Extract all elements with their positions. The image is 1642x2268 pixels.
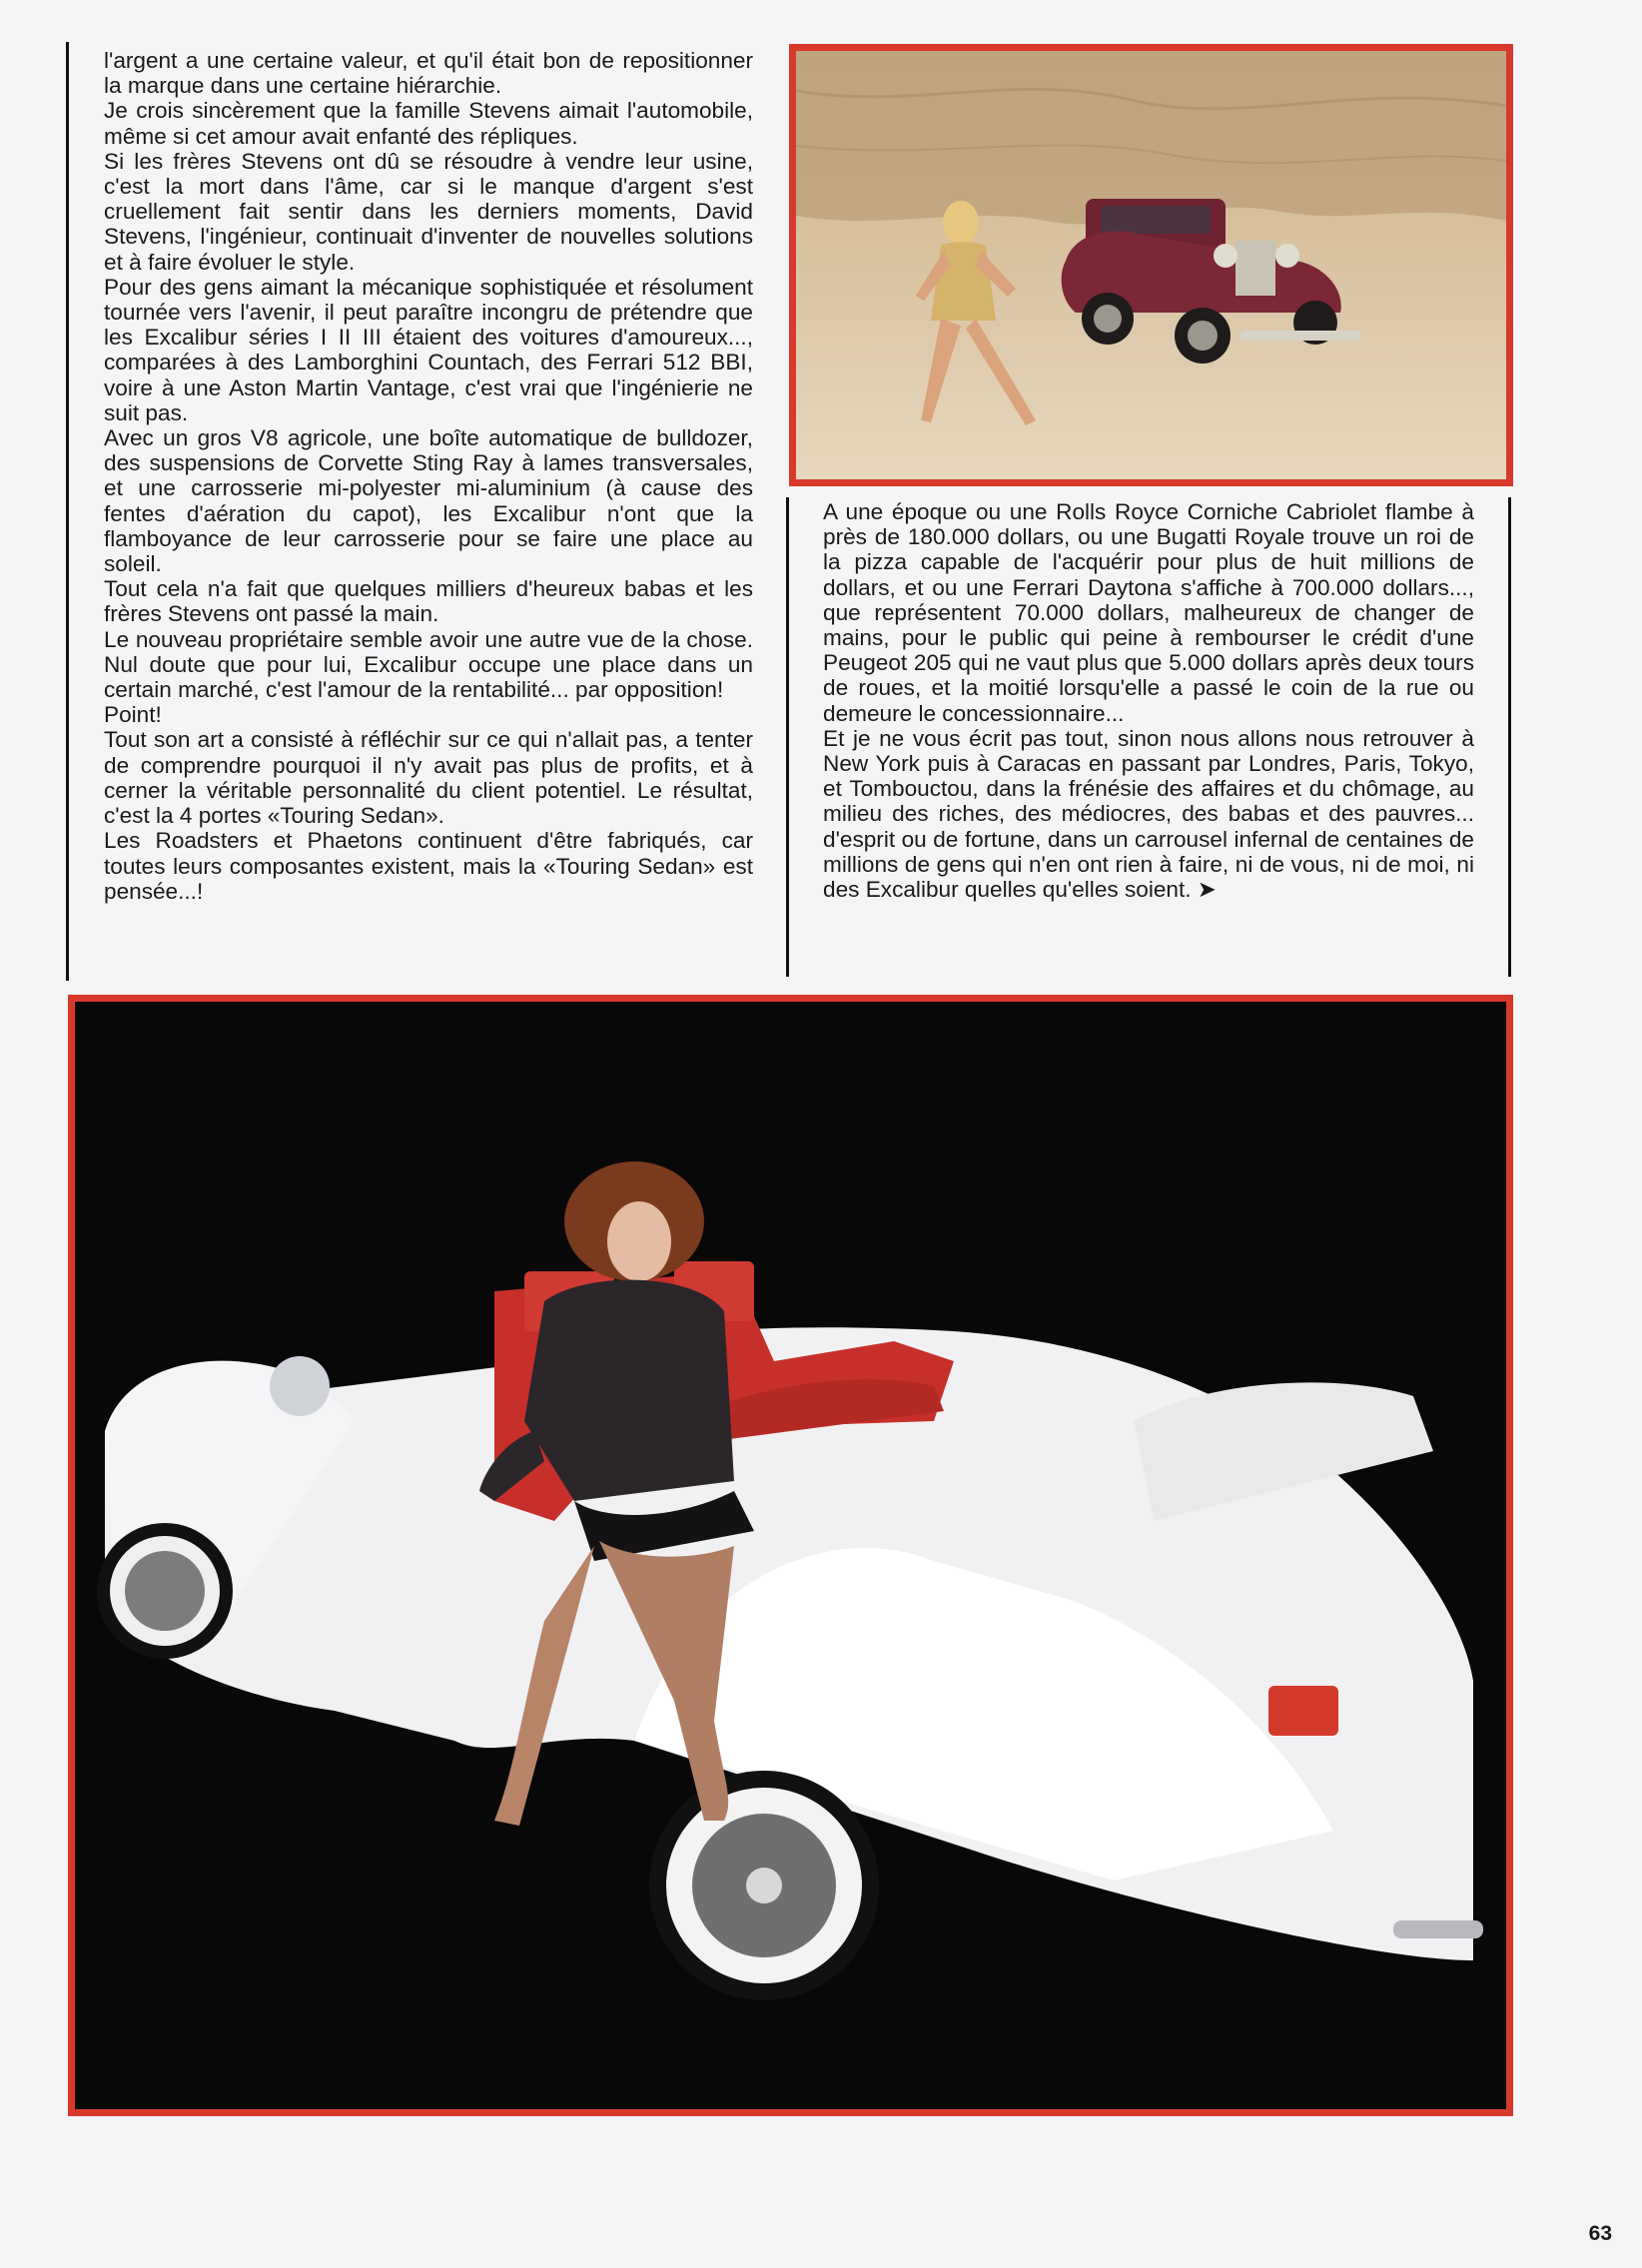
left-text-column — [104, 48, 753, 904]
paragraph: Pour des gens aimant la mécanique sophistiquée et résolument tournée vers l'avenir, il peut paraître incongru de prétendre que les Excalibur séries I II III étaient des voitures d'amoureux..., comparées à des Lamborghini Countach, des Ferrari 512 BBI, voire à une Aston Martin Vantage, c'est vrai que l'ingénierie ne suit pas. — [104, 274, 753, 425]
paragraph: Les Roadsters et Phaetons continuent d'être fabriqués, car toutes leurs composantes existent, mais la «Touring Sedan» est pensée...! — [104, 828, 753, 904]
paragraph: l'argent a une certaine valeur, et qu'il était bon de repositionner la marque dans une certaine hiérarchie. — [104, 48, 753, 99]
paragraph: A une époque ou une Rolls Royce Corniche Cabriolet flambe à près de 180.000 dollars, ou une Bugatti Royale trouve un roi de la pizza capable de l'acquérir pour plus de huit millions de dollars, et ou une Ferrari Daytona s'affiche à 700.000 dollars..., que représentent 70.000 dollars, malheureux de changer de mains, pour le public qui peine à rembourser le crédit d'une Peugeot 205 qui ne vaut plus que 5.000 dollars après deux tours de roues, et la moitié lorsqu'elle a passé le coin de la rue ou demeure le concessionnaire... — [823, 499, 1474, 726]
paragraph: Je crois sincèrement que la famille Stevens aimait l'automobile, même si cet amour avait enfanté des répliques. — [104, 98, 753, 149]
convertible-illustration — [75, 1002, 1506, 2109]
paragraph: Tout son art a consisté à réfléchir sur ce qui n'allait pas, a tenter de comprendre pourquoi il n'y avait pas plus de profits, et à cerner la véritable personnalité du client potentiel. Le résultat, c'est la 4 portes «Touring Sedan». — [104, 727, 753, 829]
paragraph: Avec un gros V8 agricole, une boîte automatique de bulldozer, des suspensions de Corvette Sting Ray à lames transversales, et une carrosserie mi-polyester mi-aluminium (à cause des fentes d'aération du capot), les Excalibur n'ont que la flamboyance de leur carrosserie pour se faire une place au soleil. — [104, 425, 753, 577]
paragraph: Le nouveau propriétaire semble avoir une autre vue de la chose. Nul doute que pour lui, Excalibur occupe une place dans un certain marché, c'est l'amour de la rentabilité... par opposition! — [104, 626, 753, 703]
paragraph: Et je ne vous écrit pas tout, sinon nous allons nous retrouver à New York puis à Caracas en passant par Londres, Paris, Tokyo, et Tombouctou, dans la frénésie des affaires et du chômage, au milieu des riches, des médiocres, des babas et des pauvres... d'esprit ou de fortune, dans un carrousel infernal de centaines de millions de gens qui n'en ont rien à faire, ni de vous, ni de moi, ni des Excalibur quelles qu'elles soient. ➤ — [823, 725, 1474, 903]
white-convertible-photo — [68, 995, 1513, 2116]
paragraph: Point! — [104, 702, 162, 728]
right-column-rule — [1508, 497, 1511, 977]
page-number: 63 — [1588, 2222, 1612, 2245]
paragraph: Si les frères Stevens ont dû se résoudre à vendre leur usine, c'est la mort dans l'âme, car si le manque d'argent s'est cruellement fait sentir dans les derniers moments, David Stevens, l'ingénieur, continuait d'inventer de nouvelles solutions et à faire évoluer le style. — [104, 148, 753, 275]
paragraph: Tout cela n'a fait que quelques milliers d'heureux babas et les frères Stevens ont passé la main. — [104, 576, 753, 627]
right-text-column — [823, 499, 1474, 902]
desert-car-illustration — [796, 51, 1506, 479]
left-column-rule — [66, 42, 69, 981]
desert-car-photo — [789, 44, 1513, 486]
middle-column-rule — [786, 497, 789, 977]
